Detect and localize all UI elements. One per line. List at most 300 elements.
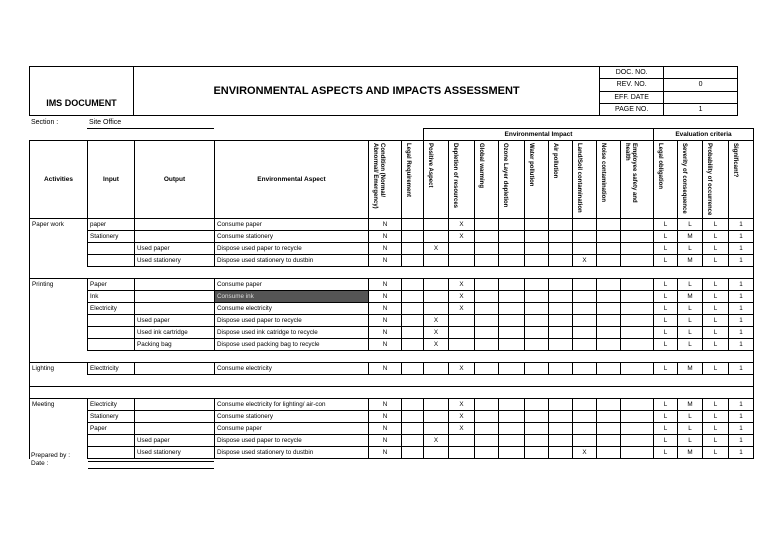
meta-value: 1 — [664, 103, 738, 115]
cell-sig: 1 — [729, 279, 754, 291]
cell-sev: L — [678, 243, 703, 255]
cell-output — [135, 219, 215, 231]
cell-wat — [525, 303, 549, 315]
cell-pos: X — [424, 327, 449, 339]
cell-oz — [499, 375, 525, 387]
cell-output — [135, 411, 215, 423]
cell-wat — [525, 243, 549, 255]
cell-sig: 1 — [729, 291, 754, 303]
cell-pos — [424, 231, 449, 243]
cell-pos — [424, 387, 449, 399]
cell-aspect: Consume stationery — [215, 231, 369, 243]
cell-land — [573, 435, 597, 447]
cell-air — [549, 291, 573, 303]
cell-prob: L — [703, 363, 729, 375]
table-row — [30, 435, 754, 447]
cell-lo: L — [654, 291, 678, 303]
cell-pos: X — [424, 315, 449, 327]
cell-air — [549, 327, 573, 339]
table-row — [30, 255, 754, 267]
cell-output: Used stationery — [135, 255, 215, 267]
cell-air — [549, 255, 573, 267]
cell-land — [573, 219, 597, 231]
cell-dep: X — [449, 231, 475, 243]
cell-input: paper — [88, 219, 135, 231]
cell-cond: N — [369, 399, 402, 411]
cell-gw — [475, 219, 499, 231]
cell-oz — [499, 387, 525, 399]
spacer-row — [30, 267, 754, 279]
table-row — [30, 303, 754, 315]
col-noise: Noise contamination — [600, 143, 606, 203]
cell-noise — [597, 435, 621, 447]
cell-oz — [499, 339, 525, 351]
cell-land — [573, 399, 597, 411]
cell-sev: M — [678, 399, 703, 411]
cell-lo: L — [654, 399, 678, 411]
cell-wat — [525, 351, 549, 363]
cell-wat — [525, 315, 549, 327]
cell-lo — [654, 267, 678, 279]
cell-oz — [499, 363, 525, 375]
cell-legal — [402, 447, 424, 459]
cell-output: Used paper — [135, 435, 215, 447]
col-water: Water pollution — [528, 143, 534, 187]
cell-lo: L — [654, 279, 678, 291]
cell-legal — [402, 303, 424, 315]
cell-oz — [499, 231, 525, 243]
cell-pos: X — [424, 435, 449, 447]
cell-sig: 1 — [729, 231, 754, 243]
cell-oz — [499, 327, 525, 339]
cell-safe — [621, 243, 654, 255]
cell-dep — [449, 351, 475, 363]
cell-sig: 1 — [729, 303, 754, 315]
col-activities: Activities — [30, 141, 88, 219]
cell-oz — [499, 411, 525, 423]
cell-prob — [703, 267, 729, 279]
evaluation-criteria-header: Evaluation criteria — [654, 129, 754, 141]
cell-input — [88, 339, 135, 351]
cell-output — [135, 231, 215, 243]
col-depletion: Depletion of resources — [452, 143, 458, 209]
cell-lo: L — [654, 411, 678, 423]
cell-gw — [475, 231, 499, 243]
cell-safe — [621, 411, 654, 423]
cell-wat — [525, 375, 549, 387]
cell-oz — [499, 399, 525, 411]
cell-oz — [499, 291, 525, 303]
cell-dep: X — [449, 423, 475, 435]
cell-wat — [525, 387, 549, 399]
cell-cond — [369, 267, 402, 279]
cell-air — [549, 339, 573, 351]
cell-wat — [525, 327, 549, 339]
cell-oz — [499, 267, 525, 279]
col-land: Land/Soil contamination — [576, 143, 582, 213]
table-row — [30, 327, 754, 339]
cell-input — [88, 447, 135, 459]
cell-dep: X — [449, 279, 475, 291]
cell-noise — [597, 363, 621, 375]
cell-land — [573, 303, 597, 315]
cell-wat — [525, 279, 549, 291]
cell-land — [573, 411, 597, 423]
cell-dep: X — [449, 291, 475, 303]
cell-prob: L — [703, 279, 729, 291]
cell-dep: X — [449, 363, 475, 375]
cell-aspect: Consume electricity — [215, 303, 369, 315]
cell-wat — [525, 411, 549, 423]
cell-output — [135, 423, 215, 435]
cell-air — [549, 435, 573, 447]
meta-value — [664, 67, 738, 79]
cell-gw — [475, 399, 499, 411]
cell-input — [88, 327, 135, 339]
cell-aspect: Dispose used packing bag to recycle — [215, 339, 369, 351]
table-row — [30, 339, 754, 351]
cell-safe — [621, 255, 654, 267]
cell-output — [135, 351, 215, 363]
cell-activity — [30, 339, 88, 351]
prepared-by-label: Prepared by : — [31, 452, 71, 459]
cell-lo: L — [654, 303, 678, 315]
cell-sev — [678, 351, 703, 363]
cell-activity — [30, 423, 88, 435]
cell-safe — [621, 279, 654, 291]
cell-cond: N — [369, 435, 402, 447]
cell-activity: Meeting — [30, 399, 88, 411]
cell-legal — [402, 291, 424, 303]
col-positive-aspect: Positive Aspect — [427, 143, 433, 188]
cell-safe — [621, 363, 654, 375]
cell-input — [88, 387, 135, 399]
cell-legal — [402, 351, 424, 363]
cell-legal — [402, 315, 424, 327]
cell-prob: L — [703, 255, 729, 267]
cell-land — [573, 267, 597, 279]
cell-output — [135, 387, 215, 399]
cell-lo: L — [654, 243, 678, 255]
cell-sig: 1 — [729, 219, 754, 231]
cell-gw — [475, 303, 499, 315]
cell-dep: X — [449, 411, 475, 423]
table-row — [30, 291, 754, 303]
cell-air — [549, 219, 573, 231]
cell-cond: N — [369, 243, 402, 255]
cell-land — [573, 363, 597, 375]
cell-input — [88, 375, 135, 387]
cell-sev: L — [678, 435, 703, 447]
cell-aspect — [215, 375, 369, 387]
cell-dep — [449, 267, 475, 279]
cell-sig — [729, 375, 754, 387]
cell-activity — [30, 387, 88, 399]
cell-gw — [475, 279, 499, 291]
cell-noise — [597, 411, 621, 423]
col-air: Air pollution — [552, 143, 558, 179]
col-aspect: Environmental Aspect — [215, 141, 369, 219]
cell-gw — [475, 351, 499, 363]
cell-noise — [597, 351, 621, 363]
cell-output: Packing bag — [135, 339, 215, 351]
document-header — [29, 66, 738, 116]
cell-land — [573, 351, 597, 363]
cell-gw — [475, 387, 499, 399]
cell-activity — [30, 267, 88, 279]
cell-sev: M — [678, 291, 703, 303]
cell-sig: 1 — [729, 435, 754, 447]
section-row — [31, 119, 58, 126]
col-global-warming: Global warming — [478, 143, 484, 189]
cell-aspect: Consume ink — [215, 291, 369, 303]
cell-safe — [621, 387, 654, 399]
cell-lo: L — [654, 255, 678, 267]
cell-prob — [703, 351, 729, 363]
cell-safe — [621, 327, 654, 339]
cell-prob: L — [703, 447, 729, 459]
cell-land — [573, 375, 597, 387]
cell-prob: L — [703, 339, 729, 351]
table-row — [30, 231, 754, 243]
cell-wat — [525, 231, 549, 243]
cell-legal — [402, 363, 424, 375]
cell-wat — [525, 435, 549, 447]
cell-pos — [424, 411, 449, 423]
col-condition: Condition (Normal/ Abnormal/ Emergency) — [372, 143, 385, 209]
cell-prob: L — [703, 291, 729, 303]
cell-sig: 1 — [729, 399, 754, 411]
cell-wat — [525, 291, 549, 303]
cell-aspect: Consume paper — [215, 423, 369, 435]
cell-prob: L — [703, 327, 729, 339]
cell-noise — [597, 303, 621, 315]
cell-land: X — [573, 447, 597, 459]
cell-output — [135, 375, 215, 387]
cell-safe — [621, 351, 654, 363]
cell-safe — [621, 399, 654, 411]
cell-sev: L — [678, 411, 703, 423]
cell-safe — [621, 315, 654, 327]
cell-input: Ink — [88, 291, 135, 303]
cell-input: Stationery — [88, 411, 135, 423]
cell-activity: Printing — [30, 279, 88, 291]
cell-aspect: Dispose used stationery to dustbin — [215, 255, 369, 267]
cell-cond — [369, 375, 402, 387]
cell-sev: M — [678, 255, 703, 267]
meta-label: EFF. DATE — [600, 91, 664, 103]
cell-cond — [369, 351, 402, 363]
cell-activity — [30, 351, 88, 363]
cell-oz — [499, 435, 525, 447]
cell-land — [573, 423, 597, 435]
spacer-row — [30, 387, 754, 399]
cell-air — [549, 231, 573, 243]
cell-wat — [525, 363, 549, 375]
cell-pos — [424, 255, 449, 267]
cell-cond — [369, 387, 402, 399]
table-row — [30, 399, 754, 411]
cell-pos — [424, 291, 449, 303]
cell-oz — [499, 447, 525, 459]
col-ozone: Ozone Layer depletion — [502, 143, 508, 208]
cell-cond: N — [369, 279, 402, 291]
cell-oz — [499, 351, 525, 363]
section-label: Section : — [31, 119, 59, 126]
cell-aspect: Consume electricity for lighting/ air-con — [215, 399, 369, 411]
cell-cond: N — [369, 219, 402, 231]
cell-input — [88, 435, 135, 447]
cell-safe — [621, 435, 654, 447]
cell-oz — [499, 315, 525, 327]
cell-sig — [729, 387, 754, 399]
cell-safe — [621, 267, 654, 279]
cell-land — [573, 243, 597, 255]
cell-sig: 1 — [729, 411, 754, 423]
cell-sig: 1 — [729, 243, 754, 255]
table-row — [30, 219, 754, 231]
cell-aspect: Dispose used stationery to dustbin — [215, 447, 369, 459]
table-body — [30, 219, 754, 459]
date-line — [88, 468, 214, 469]
cell-land — [573, 339, 597, 351]
cell-aspect: Consume stationery — [215, 411, 369, 423]
col-significant: Significant? — [732, 143, 738, 178]
cell-noise — [597, 327, 621, 339]
cell-sig: 1 — [729, 447, 754, 459]
cell-air — [549, 399, 573, 411]
table-row — [30, 243, 754, 255]
date-label: Date : — [31, 460, 49, 467]
cell-prob: L — [703, 423, 729, 435]
cell-prob: L — [703, 243, 729, 255]
cell-oz — [499, 255, 525, 267]
col-input: Input — [88, 141, 135, 219]
cell-sev: L — [678, 219, 703, 231]
cell-lo: L — [654, 327, 678, 339]
cell-noise — [597, 291, 621, 303]
cell-lo: L — [654, 219, 678, 231]
cell-aspect: Consume electricity — [215, 363, 369, 375]
cell-activity — [30, 243, 88, 255]
cell-output — [135, 279, 215, 291]
assessment-table — [29, 128, 754, 459]
cell-legal — [402, 231, 424, 243]
cell-land: X — [573, 255, 597, 267]
cell-cond: N — [369, 339, 402, 351]
cell-output — [135, 267, 215, 279]
cell-noise — [597, 423, 621, 435]
cell-air — [549, 423, 573, 435]
cell-air — [549, 447, 573, 459]
cell-pos — [424, 279, 449, 291]
cell-activity — [30, 315, 88, 327]
cell-prob: L — [703, 411, 729, 423]
cell-gw — [475, 435, 499, 447]
col-legal-obligation: Legal obligation — [657, 143, 663, 189]
cell-land — [573, 279, 597, 291]
cell-sev: M — [678, 231, 703, 243]
cell-safe — [621, 375, 654, 387]
cell-input: Paper — [88, 423, 135, 435]
cell-output — [135, 363, 215, 375]
cell-output — [135, 291, 215, 303]
cell-pos — [424, 351, 449, 363]
cell-noise — [597, 255, 621, 267]
cell-sev: L — [678, 315, 703, 327]
cell-noise — [597, 231, 621, 243]
cell-noise — [597, 447, 621, 459]
spacer-row — [30, 375, 754, 387]
cell-input — [88, 255, 135, 267]
cell-gw — [475, 267, 499, 279]
cell-air — [549, 279, 573, 291]
cell-lo: L — [654, 315, 678, 327]
meta-label: DOC. NO. — [600, 67, 664, 79]
cell-legal — [402, 327, 424, 339]
prepared-by-line — [88, 461, 214, 462]
cell-legal — [402, 423, 424, 435]
ims-document-label: IMS DOCUMENT — [30, 91, 134, 116]
meta-value — [664, 91, 738, 103]
cell-aspect — [215, 351, 369, 363]
cell-activity — [30, 411, 88, 423]
col-probability: Probability of occurrence — [706, 143, 712, 216]
cell-air — [549, 267, 573, 279]
cell-lo — [654, 375, 678, 387]
cell-wat — [525, 399, 549, 411]
cell-noise — [597, 267, 621, 279]
cell-sev — [678, 375, 703, 387]
table-row — [30, 447, 754, 459]
cell-pos: X — [424, 339, 449, 351]
table-row — [30, 315, 754, 327]
cell-air — [549, 243, 573, 255]
cell-legal — [402, 411, 424, 423]
cell-noise — [597, 375, 621, 387]
cell-noise — [597, 315, 621, 327]
cell-cond: N — [369, 231, 402, 243]
cell-prob: L — [703, 315, 729, 327]
cell-gw — [475, 315, 499, 327]
meta-value: 0 — [664, 79, 738, 91]
cell-aspect: Dispose used paper to recycle — [215, 315, 369, 327]
cell-legal — [402, 255, 424, 267]
cell-prob: L — [703, 435, 729, 447]
cell-oz — [499, 243, 525, 255]
cell-sev: L — [678, 303, 703, 315]
cell-dep — [449, 339, 475, 351]
cell-sev: L — [678, 423, 703, 435]
cell-output — [135, 303, 215, 315]
cell-safe — [621, 423, 654, 435]
cell-input: Paper — [88, 279, 135, 291]
cell-aspect: Consume paper — [215, 279, 369, 291]
cell-lo: L — [654, 339, 678, 351]
cell-sig: 1 — [729, 363, 754, 375]
environmental-impact-header: Environmental Impact — [424, 129, 654, 141]
cell-noise — [597, 339, 621, 351]
cell-gw — [475, 363, 499, 375]
cell-input — [88, 315, 135, 327]
cell-wat — [525, 255, 549, 267]
cell-wat — [525, 219, 549, 231]
cell-noise — [597, 219, 621, 231]
spacer-row — [30, 351, 754, 363]
cell-gw — [475, 375, 499, 387]
cell-aspect: Dispose used paper to recycle — [215, 243, 369, 255]
cell-oz — [499, 423, 525, 435]
